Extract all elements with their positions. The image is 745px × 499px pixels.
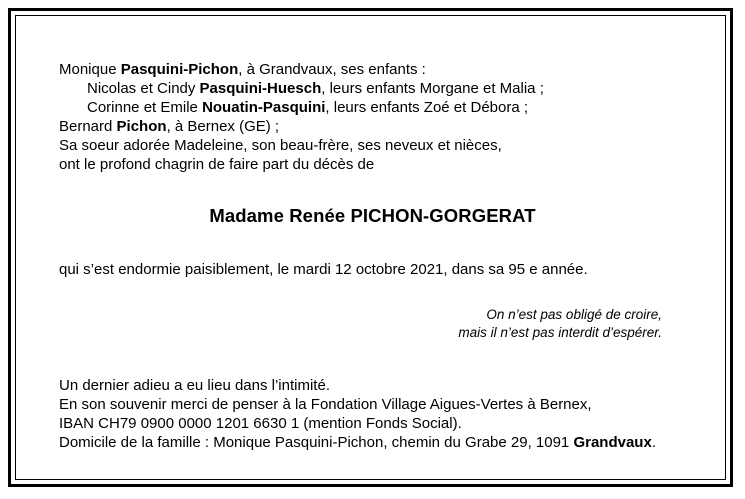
quote-line-1: On n’est pas obligé de croire, bbox=[486, 307, 662, 322]
family-announcement bbox=[59, 60, 709, 174]
footer-line-3: IBAN CH79 0900 0000 1201 6630 1 (mention Fonds Social). bbox=[59, 415, 462, 432]
family-name: Pichon bbox=[116, 118, 167, 135]
text: Monique bbox=[59, 61, 121, 78]
footer-line-4 bbox=[59, 433, 656, 452]
text: Corinne et Emile bbox=[87, 99, 203, 116]
footer-line-2: En son souvenir merci de penser à la Fondation Village Aigues-Vertes à Bernex, bbox=[59, 396, 592, 413]
text: Domicile de la famille : Monique Pasquini-Pichon, chemin du Grabe 29, 1091 bbox=[59, 434, 574, 451]
family-name: Nouatin-Pasquini bbox=[202, 99, 326, 116]
family-line-5: Sa soeur adorée Madeleine, son beau-frère, ses neveux et nièces, bbox=[59, 137, 502, 154]
quote bbox=[458, 306, 662, 342]
footer-line-1: Un dernier adieu a eu lieu dans l’intimité. bbox=[59, 377, 330, 394]
passing-statement: qui s’est endormie paisiblement, le mardi 12 octobre 2021, dans sa 95 e année. bbox=[59, 261, 588, 278]
text: , leurs enfants Morgane et Malia ; bbox=[321, 80, 544, 97]
family-line-2 bbox=[59, 79, 709, 98]
text: Bernard bbox=[59, 118, 117, 135]
family-line-4 bbox=[59, 117, 709, 136]
footer-info bbox=[59, 376, 656, 452]
text: Nicolas et Cindy bbox=[87, 80, 200, 97]
text: , leurs enfants Zoé et Débora ; bbox=[325, 99, 529, 116]
text: , à Bernex (GE) ; bbox=[166, 118, 280, 135]
family-line-1 bbox=[59, 60, 709, 79]
deceased-name: Madame Renée PICHON-GORGERAT bbox=[209, 205, 536, 226]
family-name: Pasquini-Pichon bbox=[120, 61, 239, 78]
text: , à Grandvaux, ses enfants : bbox=[238, 61, 426, 78]
family-line-6: ont le profond chagrin de faire part du décès de bbox=[59, 156, 375, 173]
family-line-3 bbox=[59, 98, 709, 117]
quote-line-2: mais il n’est pas interdit d’espérer. bbox=[458, 325, 662, 340]
text: . bbox=[651, 434, 656, 451]
town-name: Grandvaux bbox=[573, 434, 652, 451]
family-name: Pasquini-Huesch bbox=[199, 80, 322, 97]
